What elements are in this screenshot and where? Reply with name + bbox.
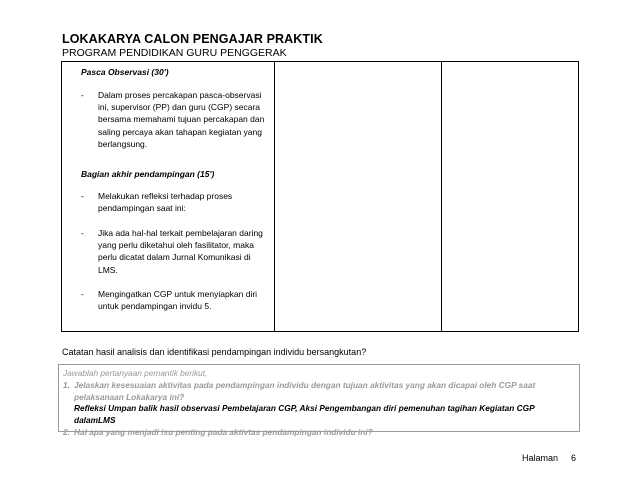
answer-text: Refleksi Umpan balik hasil observasi Pembelajaran CGP, Aksi Pengembangan diri pemenuhan tagihan Kegiatan CGP dalamLMS [74,403,535,426]
empty-table-cell [442,62,578,331]
page-number: 6 [571,453,577,463]
bullet-item: - Jika ada hal-hal terkait pembelajaran daring yang perlu diketahui oleh fasilitator, maka perlu dicatat dalam Jurnal Komunikasi di LMS. [81,228,263,275]
activity-description-cell [62,62,275,331]
empty-table-cell [275,62,442,331]
activity-table [61,61,579,332]
page-label: Halaman [522,453,559,463]
section-title-bagian-akhir: Bagian akhir pendampingan (15') [81,169,215,179]
document-subtitle: PROGRAM PENDIDIKAN GURU PENGGERAK [62,47,287,59]
bullet-item: - Melakukan refleksi terhadap proses pendampingan saat ini: [81,191,233,214]
bullet-item: - Dalam proses percakapan pasca-observasi ini, supervisor (PP) dan guru (CGP) secara bersama memahami tujuan percakapan dan saling percaya akan tahapan kegiatan yang berlangsung. [81,90,265,149]
question-item: 1. Jelaskan kesesuaian aktivitas pada pendampingan individu dengan tujuan aktivitas yang akan dicapai oleh CGP saat pelaksanaan Lokakarya ini? [63,379,536,402]
notes-box[interactable] [58,364,580,437]
notes-prompt: Jawablah pertanyaan pemantik berikut, [63,368,208,378]
document-title: LOKAKARYA CALON PENGAJAR PRAKTIK [62,32,323,46]
notes-caption: Catatan hasil analisis dan identifikasi pendampingan individu bersangkutan? [62,347,367,357]
question-item: 2. Hal apa yang menjadi isu penting pada aktivtas pendampingan individu ini? [63,426,373,437]
section-title-pasca-observasi: Pasca Observasi (30') [81,67,169,77]
bullet-item: - Mengingatkan CGP untuk menyiapkan diri untuk pendampingan invidu 5. [81,289,258,312]
